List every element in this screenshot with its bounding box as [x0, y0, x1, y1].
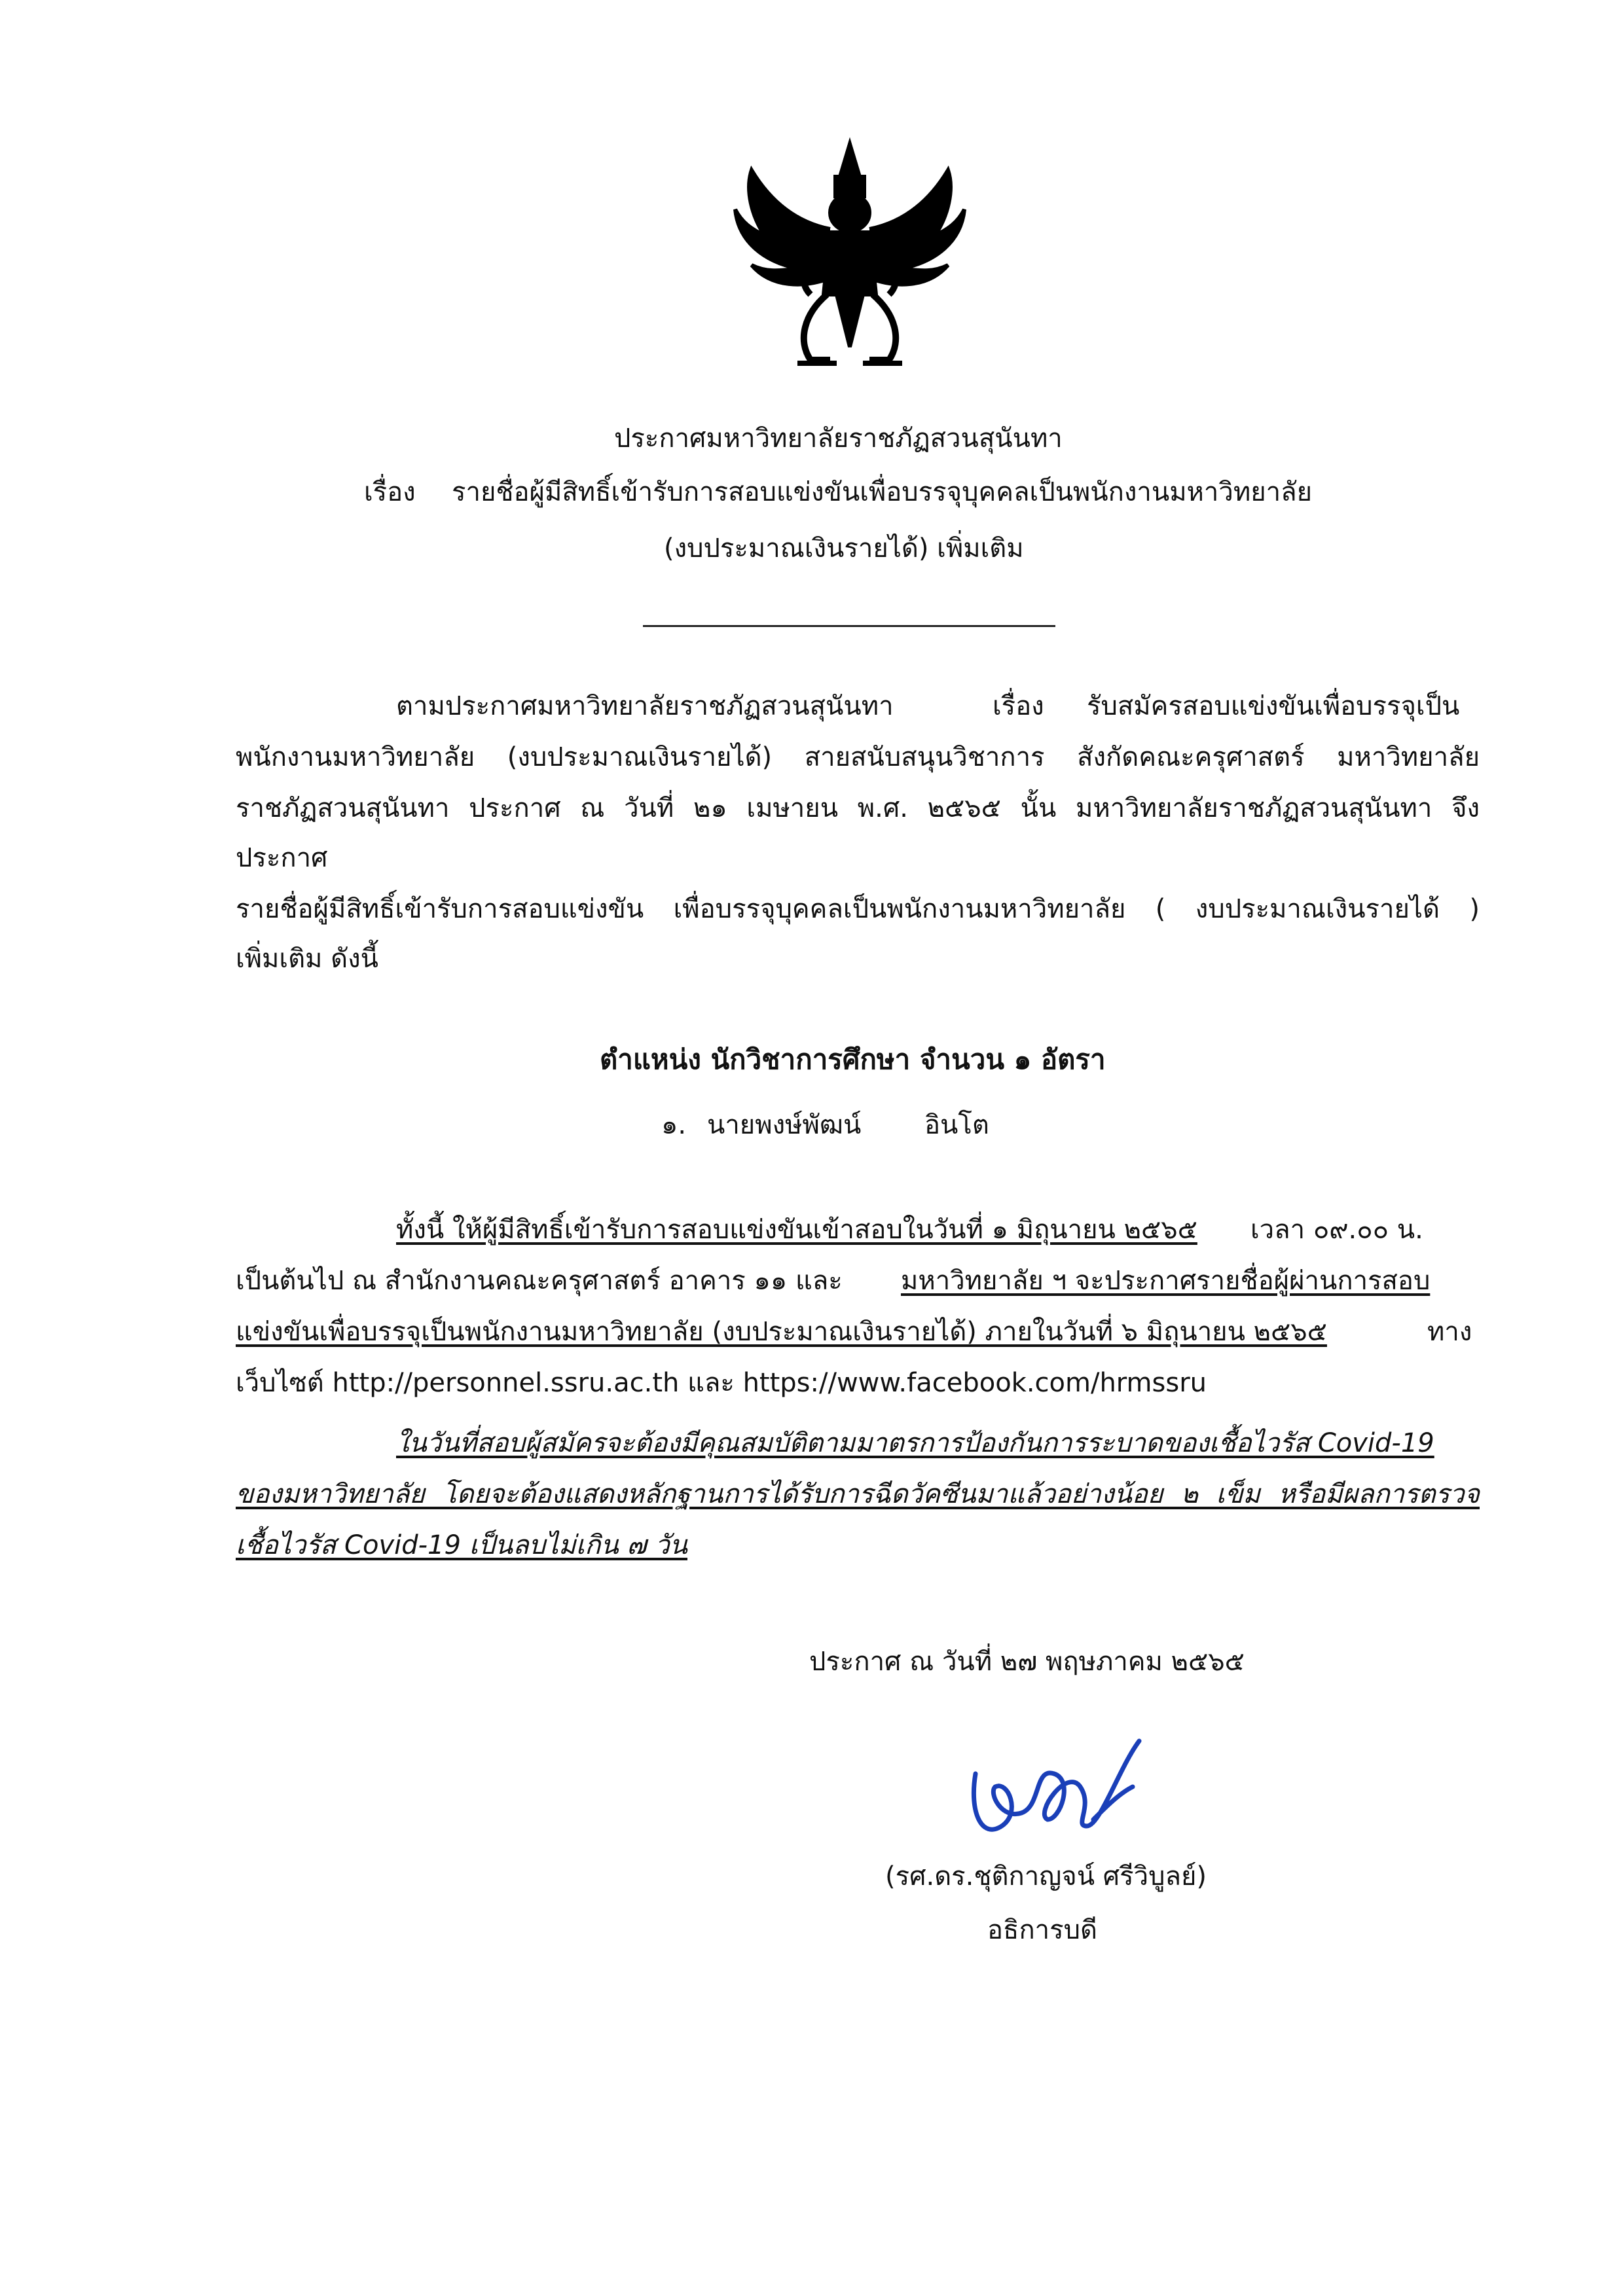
intro-line-3: ราชภัฏสวนสุนันทา ประกาศ ณ วันที่ ๒๑ เมษายน พ.ศ. ๒๕๖๕ นั้น มหาวิทยาลัยราชภัฏสวนสุนันทา จึง [236, 793, 1480, 823]
signer-name: (รศ.ดร.ชุติกาญจน์ ศรีวิบูลย์) [885, 1861, 1207, 1892]
position-heading: ตำแหน่ง นักวิชาการศึกษา จำนวน ๑ อัตรา [600, 1043, 1106, 1075]
header-divider [643, 625, 1055, 627]
document-title: ประกาศมหาวิทยาลัยราชภัฏสวนสุนันทา [614, 423, 1063, 454]
candidate-number: ๑. [661, 1110, 687, 1140]
covid-notice-line-1: ในวันที่สอบผู้สมัครจะต้องมีคุณสมบัติตามมาตรการป้องกันการระบาดของเชื้อไวรัส Covid-19 [396, 1428, 1434, 1458]
exam-line-2-plain: เป็นต้นไป ณ สำนักงานคณะครุศาสตร์ อาคาร ๑๑ และ [236, 1266, 843, 1296]
exam-line-3-underlined: แข่งขันเพื่อบรรจุเป็นพนักงานมหาวิทยาลัย (งบประมาณเงินรายได้) ภายในวันที่ ๖ มิถุนายน ๒๕๖๕ [236, 1317, 1327, 1347]
announcement-date: ประกาศ ณ วันที่ ๒๗ พฤษภาคม ๒๕๖๕ [809, 1647, 1245, 1677]
intro-line-1c: รับสมัครสอบแข่งขันเพื่อบรรจุเป็น [1087, 691, 1460, 721]
intro-line-5: รายชื่อผู้มีสิทธิ์เข้ารับการสอบแข่งขัน เพื่อบรรจุบุคคลเป็นพนักงานมหาวิทยาลัย ( งบประมาณเงินรายได้ ) [236, 894, 1480, 924]
intro-line-1b: เรื่อง [993, 691, 1044, 721]
exam-line-4-websites: เว็บไซต์ http://personnel.ssru.ac.th และ https://www.facebook.com/hrmssru [236, 1368, 1207, 1398]
intro-line-2: พนักงานมหาวิทยาลัย (งบประมาณเงินรายได้) สายสนับสนุนวิชาการ สังกัดคณะครุศาสตร์ มหาวิทยาลัย [236, 742, 1480, 772]
covid-notice-line-2: ของมหาวิทยาลัย โดยจะต้องแสดงหลักฐานการได้รับการฉีดวัคซีนมาแล้วอย่างน้อย ๒ เข็ม หรือมีผลการตรวจ [236, 1479, 1480, 1509]
covid-notice-line-3: เชื้อไวรัส Covid-19 เป็นลบไม่เกิน ๗ วัน [236, 1530, 687, 1560]
exam-line-3-rest: ทาง [1427, 1317, 1472, 1347]
signature-icon [962, 1728, 1152, 1846]
intro-line-1a: ตามประกาศมหาวิทยาลัยราชภัฏสวนสุนันทา [396, 691, 894, 721]
intro-line-6: เพิ่มเติม ดังนี้ [236, 944, 378, 974]
exam-line-2-underlined: มหาวิทยาลัย ฯ จะประกาศรายชื่อผู้ผ่านการสอบ [901, 1266, 1431, 1296]
subject-label: เรื่อง [364, 477, 416, 507]
garuda-emblem-icon [725, 131, 974, 386]
candidate-name: นายพงษ์พัฒน์ [707, 1110, 862, 1140]
exam-line-1-rest: เวลา ๐๙.๐๐ น. [1250, 1215, 1423, 1245]
candidate-surname: อินโต [924, 1110, 989, 1140]
subject-line-1: รายชื่อผู้มีสิทธิ์เข้ารับการสอบแข่งขันเพื่อบรรจุบุคคลเป็นพนักงานมหาวิทยาลัย [452, 477, 1313, 507]
subject-line-2: (งบประมาณเงินรายได้) เพิ่มเติม [664, 533, 1024, 564]
exam-line-1-underlined: ทั้งนี้ ให้ผู้มีสิทธิ์เข้ารับการสอบแข่งขันเข้าสอบในวันที่ ๑ มิถุนายน ๒๕๖๕ [396, 1215, 1197, 1245]
intro-line-4: ประกาศ [236, 843, 328, 873]
signer-title: อธิการบดี [987, 1915, 1097, 1945]
